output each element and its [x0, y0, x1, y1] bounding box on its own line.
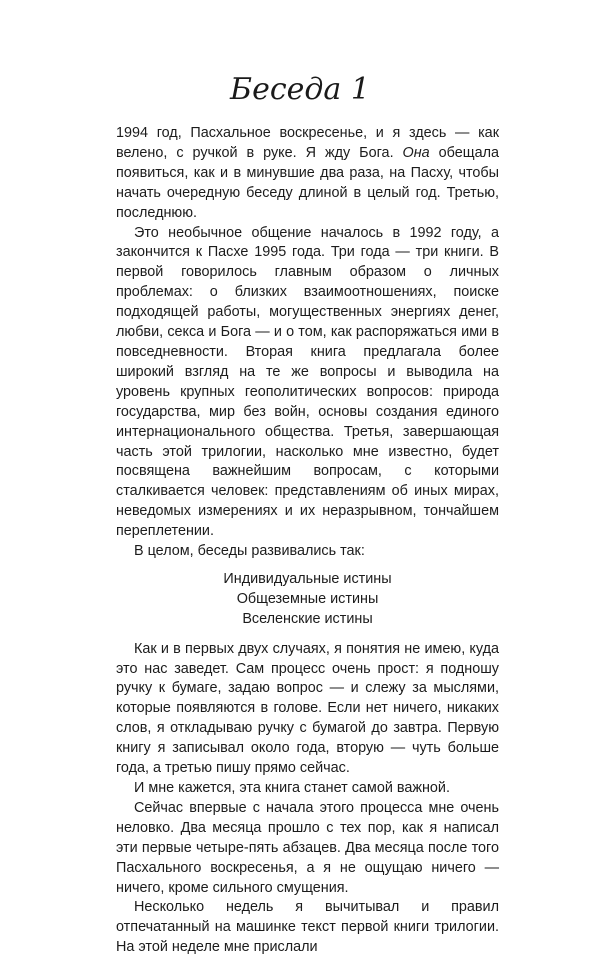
body-text	[116, 124, 499, 958]
paragraph-3: В целом, беседы развивались так:	[134, 543, 365, 560]
paragraph-2: Это необычное общение началось в 1992 году, а закончится к Пасхе 1995 года. Три года — три книги. В первой говорилось главным образом о личных проблемах: о близких взаимоотношениях, поиске подходящей работы, могущественных энергиях денег, любви, секса и Бога — и о том, как распоряжаться ими в повседневности. Вторая книга предлагала более широкий взгляд на те же вопросы и выводила на уровень крупных геополитических вопросов: природа государства, мир без войн, основы создания единого интернационального общества. Третья, завершающая часть этой трилогии, насколько мне известно, будет посвящена важнейшим вопросам, с которыми сталкивается человек: представлениям об иных мирах, неведомых измерениях и их неразрывном, тончайшем переплетении.	[116, 224, 499, 540]
paragraph-4: Как и в первых двух случаях, я понятия не имею, куда это нас заведет. Сам процесс очень прост: я подношу ручку к бумаге, задаю вопрос — и слежу за мыслями, которые появляются в голове. Если нет ничего, никаких слов, я откладываю ручку с бумагой до завтра. Первую книгу я записывал около года, вторую — чуть больше года, а третью пишу прямо сейчас.	[116, 640, 499, 777]
paragraph-1-text-start: 1994 год, Пасхальное воскресенье, и я здесь — как велено, с ручкой в руке. Я жду Бога.	[116, 125, 499, 161]
truth-list-item: Индивидуальные истины	[223, 570, 392, 587]
truth-list	[116, 570, 499, 630]
paragraph-6: Сейчас впервые с начала этого процесса мне очень неловко. Два месяца прошло с тех пор, как я написал эти первые четыре-пять абзацев. Два месяца после того Пасхального воскресенья, а я не ощущаю ничего — ничего, кроме сильного смущения.	[116, 799, 499, 896]
truth-list-item: Общеземные истины	[236, 590, 379, 607]
paragraph-1-emphasis: Она	[402, 144, 430, 161]
chapter-title: Беседа 1	[230, 72, 370, 107]
truth-list-item: Вселенские истины	[242, 610, 373, 627]
paragraph-1-text-end: обещала появиться, как и в минувшие два раза, на Пасху, чтобы начать очередную беседу длиной в целый год. Третью, последнюю.	[116, 144, 499, 221]
paragraph-1	[116, 124, 499, 224]
paragraph-5: И мне кажется, эта книга станет самой важной.	[134, 780, 450, 796]
paragraph-7: Несколько недель я вычитывал и правил отпечатанный на машинке текст первой книги трилогии. На этой неделе мне прислали	[116, 899, 499, 956]
